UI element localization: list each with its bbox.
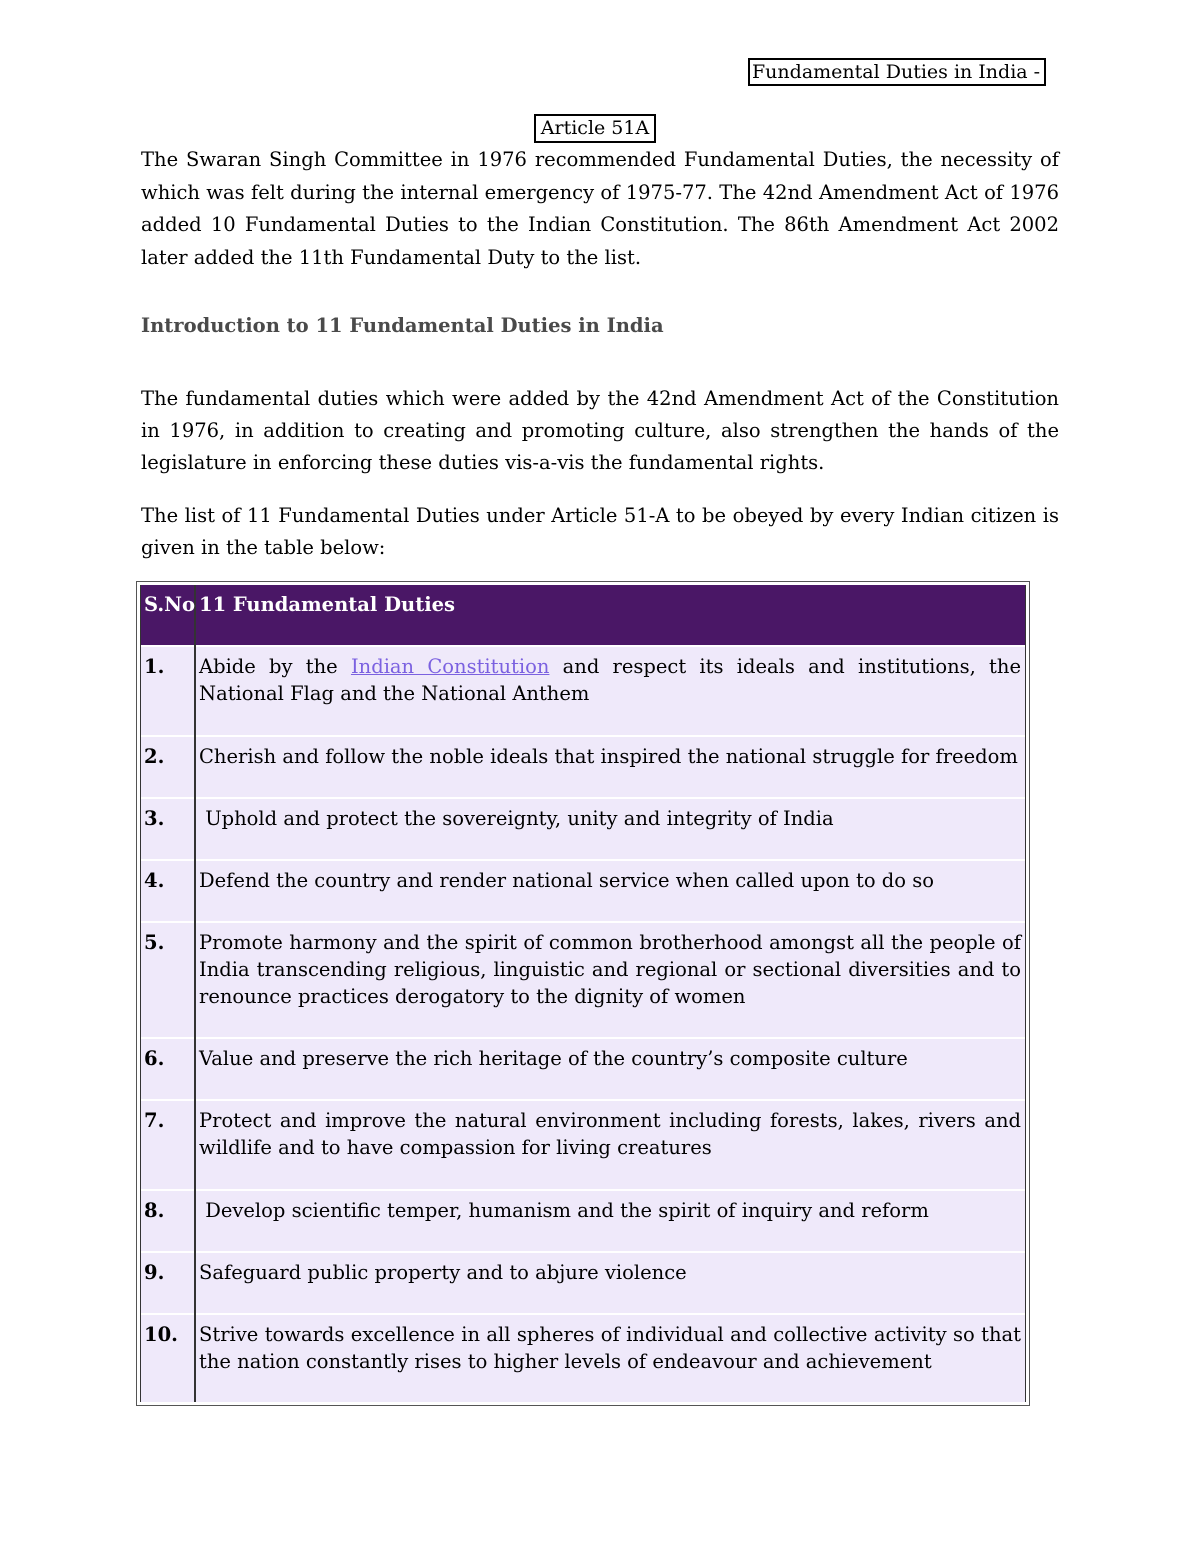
row-number: 8.	[140, 1191, 195, 1251]
paragraph-amendment: The fundamental duties which were added by the 42nd Amendment Act of the Constitution in 1976, in addition to creating and promoting culture, also strengthen the hands of the legislature in enforcing these duties vis-a-vis the fundamental rights.	[141, 387, 1059, 474]
row-number: 6.	[140, 1039, 195, 1099]
row-number: 1.	[140, 647, 195, 735]
table-row	[140, 861, 1026, 921]
indian-constitution-link[interactable]: Indian Constitution	[350, 655, 550, 678]
table-row	[140, 1039, 1026, 1099]
row-number: 2.	[140, 737, 195, 797]
row-duty: Develop scientific temper, humanism and the spirit of inquiry and reform	[195, 1191, 1026, 1251]
row-duty: Strive towards excellence in all spheres of individual and collective activity so that the nation constantly rises to higher levels of endeavour and achievement	[195, 1315, 1026, 1402]
row-duty: Defend the country and render national service when called upon to do so	[195, 861, 1026, 921]
table-row	[140, 737, 1026, 797]
header-duties: 11 Fundamental Duties	[195, 585, 1026, 645]
row-duty: Uphold and protect the sovereignty, unity and integrity of India	[195, 799, 1026, 859]
row-duty	[195, 647, 1026, 735]
table-row	[140, 1191, 1026, 1251]
document-header-title: Fundamental Duties in India -	[748, 58, 1046, 86]
duties-table-container	[136, 581, 1030, 1406]
section-heading: Introduction to 11 Fundamental Duties in India	[141, 314, 664, 337]
duties-table	[140, 585, 1026, 1402]
table-row	[140, 1253, 1026, 1313]
row-duty: Value and preserve the rich heritage of the country’s composite culture	[195, 1039, 1026, 1099]
paragraph-list-intro: The list of 11 Fundamental Duties under Article 51-A to be obeyed by every Indian citizen is given in the table below:	[141, 504, 1059, 559]
table-row	[140, 647, 1026, 735]
table-row	[140, 1101, 1026, 1189]
table-header-row	[140, 585, 1026, 645]
header-sno: S.No	[140, 585, 195, 645]
row-number: 5.	[140, 923, 195, 1037]
row-number: 7.	[140, 1101, 195, 1189]
table-row	[140, 923, 1026, 1037]
duty-text-before-link: Abide by the	[199, 655, 351, 678]
table-row	[140, 1315, 1026, 1402]
intro-paragraph: The Swaran Singh Committee in 1976 recommended Fundamental Duties, the necessity of which was felt during the internal emergency of 1975-77. The 42nd Amendment Act of 1976 added 10 Fundamental Duties to the Indian Constitution. The 86th Amendment Act 2002 later added the 11th Fundamental Duty to the list.	[141, 148, 1059, 269]
row-duty: Promote harmony and the spirit of common brotherhood amongst all the people of India transcending religious, linguistic and regional or sectional diversities and to renounce practices derogatory to the dignity of women	[195, 923, 1026, 1037]
row-number: 10.	[140, 1315, 195, 1402]
article-label: Article 51A	[534, 114, 656, 143]
table-row	[140, 799, 1026, 859]
duty-text-after-link: and respect its ideals and institutions, the National Flag and the National Anthem	[199, 655, 1021, 705]
row-duty: Safeguard public property and to abjure violence	[195, 1253, 1026, 1313]
row-number: 9.	[140, 1253, 195, 1313]
row-duty: Cherish and follow the noble ideals that inspired the national struggle for freedom	[195, 737, 1026, 797]
row-number: 3.	[140, 799, 195, 859]
row-number: 4.	[140, 861, 195, 921]
row-duty: Protect and improve the natural environment including forests, lakes, rivers and wildlife and to have compassion for living creatures	[195, 1101, 1026, 1189]
